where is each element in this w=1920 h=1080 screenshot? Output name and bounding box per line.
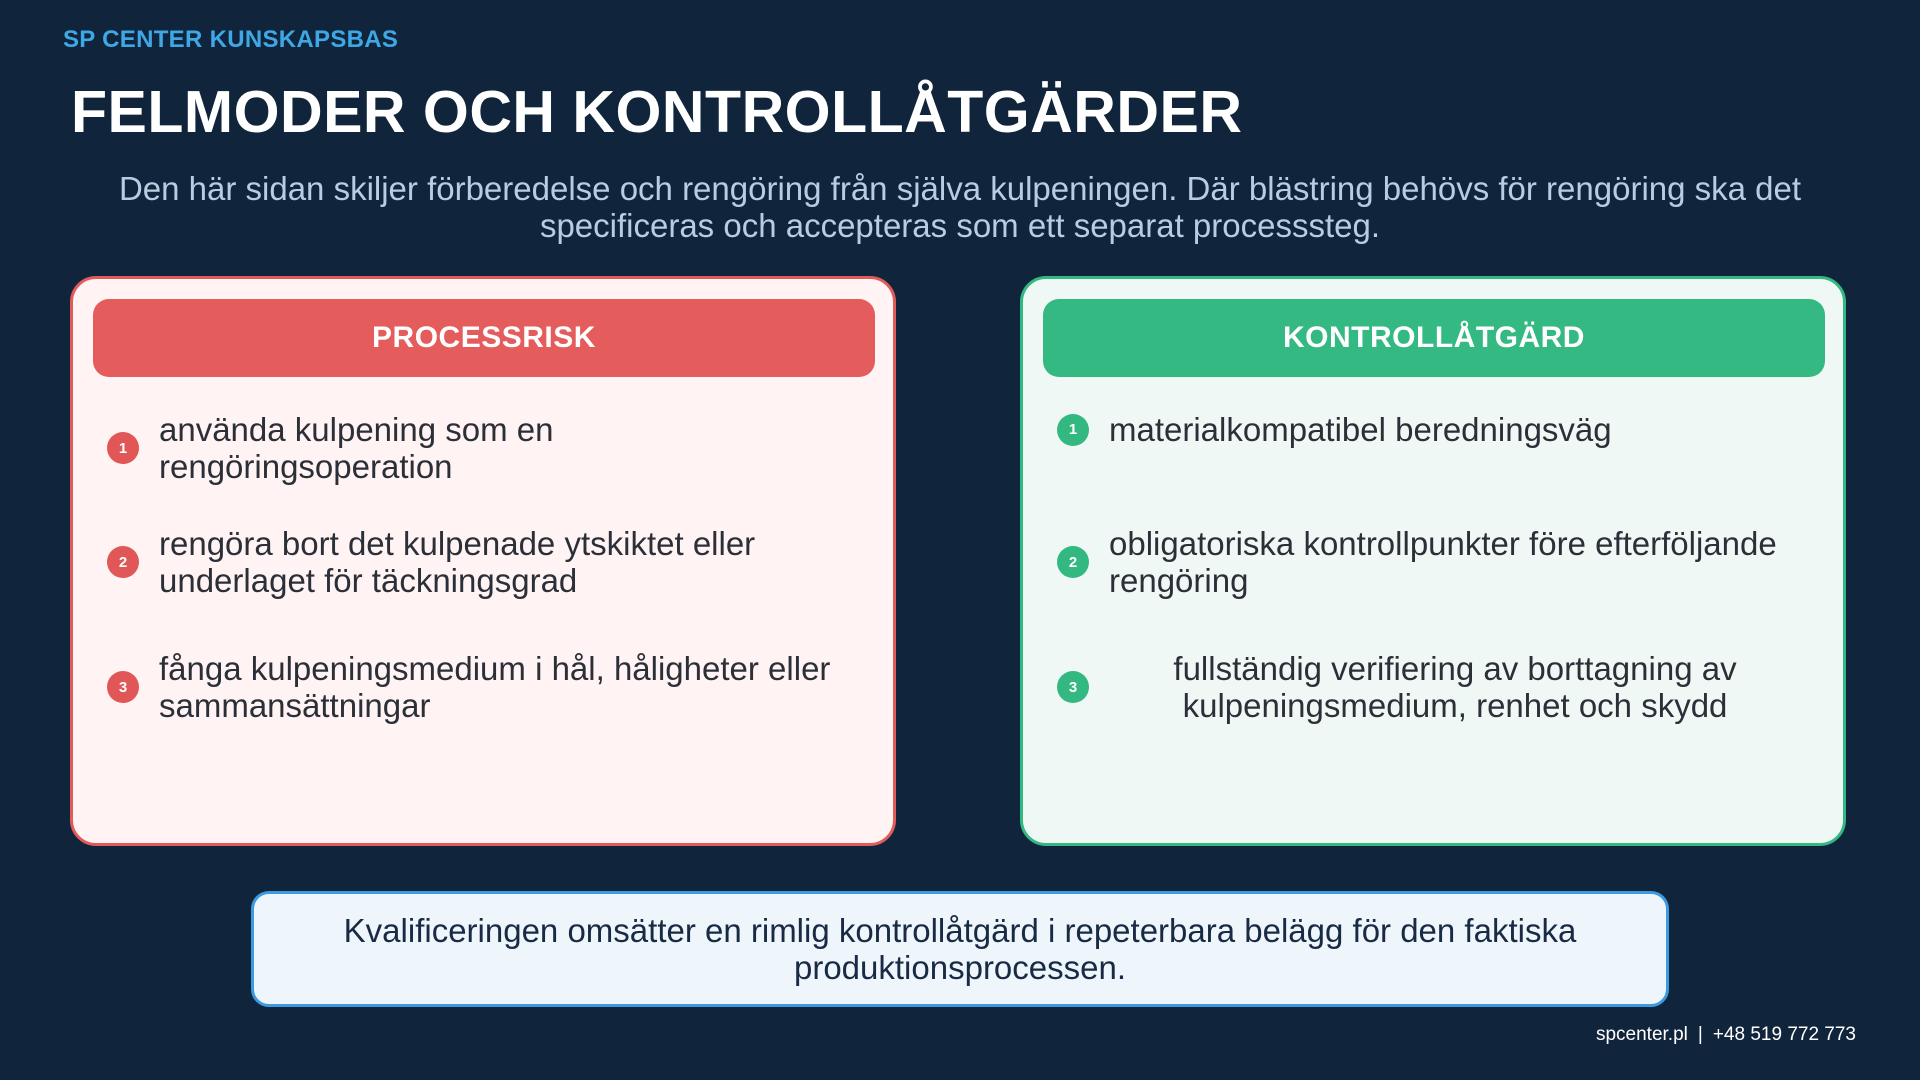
intro-text: Den här sidan skiljer förberedelse och rengöring från själva kulpeningen. Där blästring behövs för rengöring ska det specificeras och accepteras som ett separat processsteg. <box>118 170 1802 244</box>
risk-item-text: fånga kulpeningsmedium i hål, håligheter eller sammansättningar <box>159 650 831 724</box>
number-badge: 1 <box>107 432 139 464</box>
risk-item-2 <box>107 525 851 599</box>
control-measure-heading: KONTROLLÅTGÄRD <box>1043 299 1825 377</box>
control-item-text: obligatoriska kontrollpunkter före efterföljande rengöring <box>1109 525 1777 599</box>
risk-item-text: använda kulpening som en rengöringsoperation <box>159 411 554 485</box>
control-item-text: materialkompatibel beredningsväg <box>1109 411 1612 448</box>
risk-item-1 <box>107 411 851 485</box>
number-badge: 3 <box>1057 671 1089 703</box>
process-risk-heading: PROCESSRISK <box>93 299 875 377</box>
control-item-3 <box>1057 650 1801 724</box>
banner-text: Kvalificeringen omsätter en rimlig kontrollåtgärd i repeterbara belägg för den faktiska produktionsprocessen. <box>343 912 1577 986</box>
risk-item-text: rengöra bort det kulpenade ytskiktet eller underlaget för täckningsgrad <box>159 525 756 599</box>
risk-item-3 <box>107 650 851 724</box>
control-item-2 <box>1057 525 1801 599</box>
footer-website: spcenter.pl <box>1595 1024 1688 1045</box>
footer-phone: +48 519 772 773 <box>1712 1024 1856 1045</box>
footer-contact <box>1596 1024 1856 1046</box>
kicker-label: SP CENTER KUNSKAPSBAS <box>63 26 399 53</box>
process-risk-card <box>70 276 896 846</box>
page-title: FELMODER OCH KONTROLLÅTGÄRDER <box>71 79 1243 145</box>
number-badge: 3 <box>107 671 139 703</box>
number-badge: 2 <box>107 546 139 578</box>
qualification-banner <box>251 891 1669 1007</box>
footer-separator: | <box>1697 1024 1703 1045</box>
control-measure-card <box>1020 276 1846 846</box>
control-item-text: fullständig verifiering av borttagning av kulpeningsmedium, renhet och skydd <box>1173 650 1737 724</box>
number-badge: 1 <box>1057 414 1089 446</box>
control-item-1 <box>1057 411 1801 448</box>
number-badge: 2 <box>1057 546 1089 578</box>
